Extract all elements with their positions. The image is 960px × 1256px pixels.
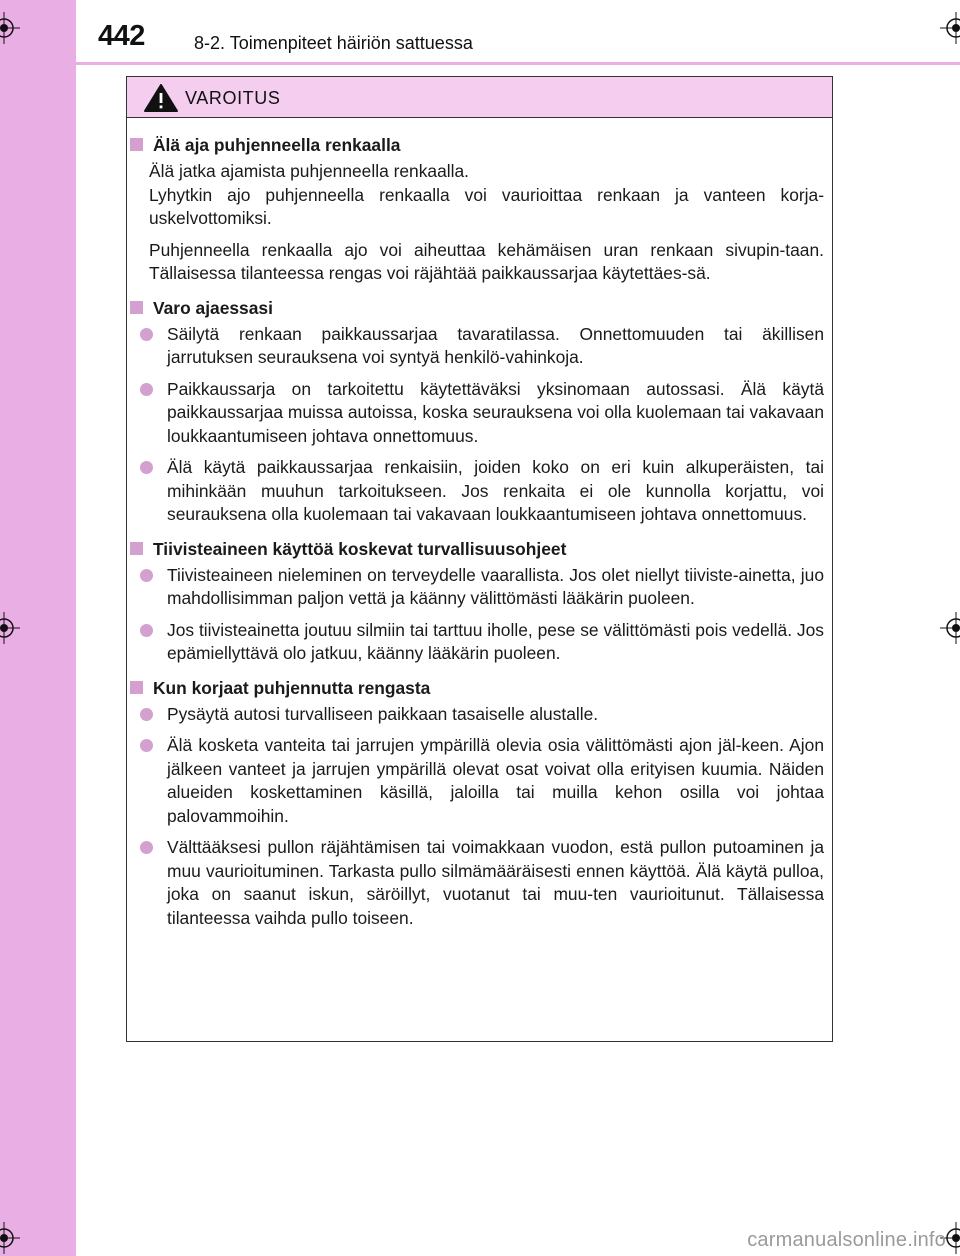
warning-section [127,133,832,286]
circle-bullet-icon [140,569,153,582]
paragraph-text: Puhjenneella renkaalla ajo voi aiheuttaa kehämäisen uran renkaan sivupin-taan. Tällaisessa tilanteessa rengas voi räjähtää paikkaussarjaa käytettäes-sä. [149,239,824,283]
list-item [127,734,832,828]
circle-bullet-icon [140,841,153,854]
list-item [127,703,832,727]
circle-bullet-icon [140,739,153,752]
section-heading-text: Tiivisteaineen käyttöä koskevat turvallisuusohjeet [153,538,567,559]
warning-box [126,76,833,1042]
section-heading [127,676,832,700]
section-heading-text: Kun korjaat puhjennutta rengasta [153,677,431,698]
warning-title: VAROITUS [185,88,281,108]
warning-section [127,296,832,527]
square-bullet-icon [130,542,143,555]
list-item-text: Pysäytä autosi turvalliseen paikkaan tasaiselle alustalle. [167,703,599,724]
square-bullet-icon [130,681,143,694]
paragraph [127,160,832,231]
warning-section [127,537,832,666]
list-item-text: Paikkaussarja on tarkoitettu käytettäväksi yksinomaan autossasi. Älä käytä paikkaussarjaa muissa autoissa, koska seurauksena voi olla kuolemaan tai vakavaan loukkaantumiseen johtava onnettomuus. [167,378,824,446]
circle-bullet-icon [140,461,153,474]
list-item-text: Tiivisteaineen nieleminen on terveydelle vaarallista. Jos olet niellyt tiiviste-ainetta, juo mahdollisimman paljon vettä ja käänny välittömästi lääkärin puoleen. [167,564,824,608]
page-number: 442 [98,20,145,52]
list-item-text: Säilytä renkaan paikkaussarjaa tavaratilassa. Onnettomuuden tai äkillisen jarrutuksen seurauksena voi syntyä henkilö-vahinkoja. [167,323,824,367]
square-bullet-icon [130,301,143,314]
section-heading [127,296,832,320]
warning-triangle-icon [143,83,179,113]
registration-mark-icon [940,12,960,44]
registration-mark-icon [0,12,20,44]
registration-mark-icon [0,1222,20,1254]
square-bullet-icon [130,138,143,151]
paragraph-text: Älä jatka ajamista puhjenneella renkaalla. [149,161,469,181]
list-item [127,456,832,527]
header-rule [76,62,960,65]
section-heading-text: Varo ajaessasi [153,297,273,318]
warning-header [127,77,832,118]
paragraph [127,239,832,286]
warning-section [127,676,832,931]
paragraph-text: Lyhytkin ajo puhjenneella renkaalla voi vaurioittaa renkaan ja vanteen korja-uskelvottomiksi. [149,184,824,228]
section-title: 8-2. Toimenpiteet häiriön sattuessa [194,33,473,53]
list-item-text: Jos tiivisteainetta joutuu silmiin tai tarttuu iholle, pese se välittömästi pois vedellä. Jos epämiellyttävä olo jatkuu, käänny lääkärin puoleen. [167,619,824,663]
section-heading [127,133,832,157]
list-item [127,378,832,449]
list-item [127,619,832,666]
circle-bullet-icon [140,328,153,341]
section-heading-text: Älä aja puhjenneella renkaalla [153,135,401,155]
list-item-text: Välttääksesi pullon räjähtämisen tai voimakkaan vuodon, estä pullon putoaminen ja muu vaurioituminen. Tarkasta pullo silmämääräisesti ennen käyttöä. Älä käytä pulloa, joka on saanut iskun, säröillyt, vuotanut tai muu-ten vaurioitunut. Tällaisessa tilanteessa vaihda pullo toiseen. [167,837,824,928]
watermark: carmanualsonline.info [747,1229,946,1251]
list-item [127,836,832,930]
circle-bullet-icon [140,383,153,396]
section-heading [127,537,832,561]
list-item [127,564,832,611]
list-item [127,323,832,370]
list-item-text: Älä käytä paikkaussarjaa renkaisiin, joiden koko on eri kuin alkuperäisten, tai mihinkään muuhun tarkoitukseen. Jos renkaita ei ole kunnolla korjattu, voi seurauksena olla kuolemaan tai vakavaan loukkaantumiseen johtava onnettomuus. [167,457,824,524]
circle-bullet-icon [140,624,153,637]
registration-mark-icon [0,612,20,644]
list-item-text: Älä kosketa vanteita tai jarrujen ympärillä olevia osia välittömästi ajon jäl-keen. Ajon jälkeen vanteet ja jarrujen ympärillä olevat osat voivat olla erityisen kuumia. Näiden alueiden koskettaminen käsillä, jaloilla tai muilla kehon osilla voi johtaa palovammoihin. [167,735,824,826]
registration-mark-icon [940,612,960,644]
warning-content [127,133,832,930]
circle-bullet-icon [140,708,153,721]
